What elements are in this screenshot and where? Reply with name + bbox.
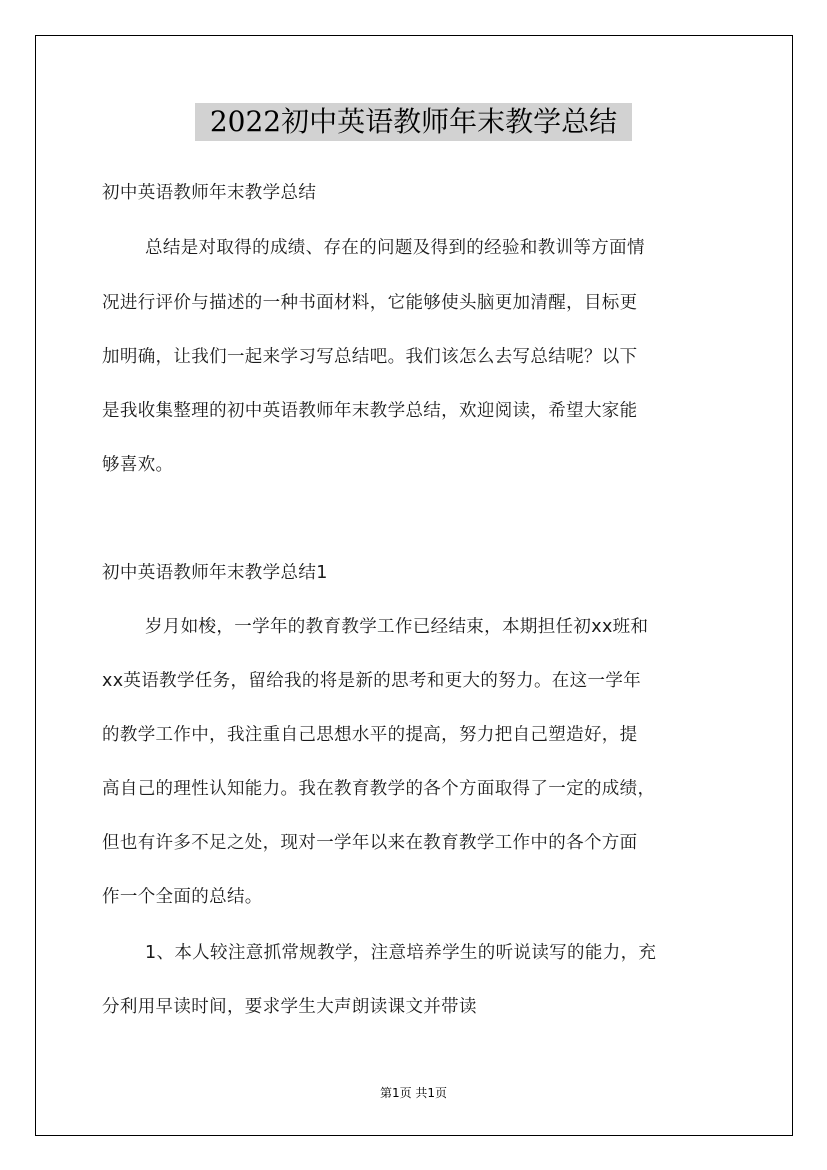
intro-line: 总结是对取得的成绩、存在的问题及得到的经验和教训等方面情 — [145, 238, 645, 258]
point-line: 分利用早读时间，要求学生大声朗读课文并带读 — [102, 997, 477, 1017]
body-line: 作一个全面的总结。 — [102, 887, 263, 907]
body-line: 岁月如梭，一学年的教育教学工作已经结束，本期担任初xx班和 — [145, 617, 649, 637]
intro-line: 够喜欢。 — [102, 455, 174, 475]
intro-line: 是我收集整理的初中英语教师年末教学总结，欢迎阅读，希望大家能 — [102, 401, 638, 421]
document-subtitle: 初中英语教师年末教学总结 — [102, 183, 317, 203]
document-title: 2022初中英语教师年末教学总结 — [195, 103, 632, 141]
body-line: 高自己的理性认知能力。我在教育教学的各个方面取得了一定的成绩， — [102, 779, 656, 799]
body-line: xx英语教学任务，留给我的将是新的思考和更大的努力。在这一学年 — [102, 671, 642, 691]
section-heading: 初中英语教师年末教学总结1 — [102, 563, 328, 583]
body-line: 的教学工作中，我注重自己思想水平的提高，努力把自己塑造好，提 — [102, 725, 638, 745]
intro-line: 加明确，让我们一起来学习写总结吧。我们该怎么去写总结呢？以下 — [102, 347, 638, 367]
point-line: 1、本人较注意抓常规教学，注意培养学生的听说读写的能力，充 — [145, 943, 657, 963]
page-footer: 第1页 共1页 — [379, 1086, 448, 1100]
body-line: 但也有许多不足之处，现对一学年以来在教育教学工作中的各个方面 — [102, 833, 638, 853]
intro-line: 况进行评价与描述的一种书面材料，它能够使头脑更加清醒，目标更 — [102, 293, 638, 313]
